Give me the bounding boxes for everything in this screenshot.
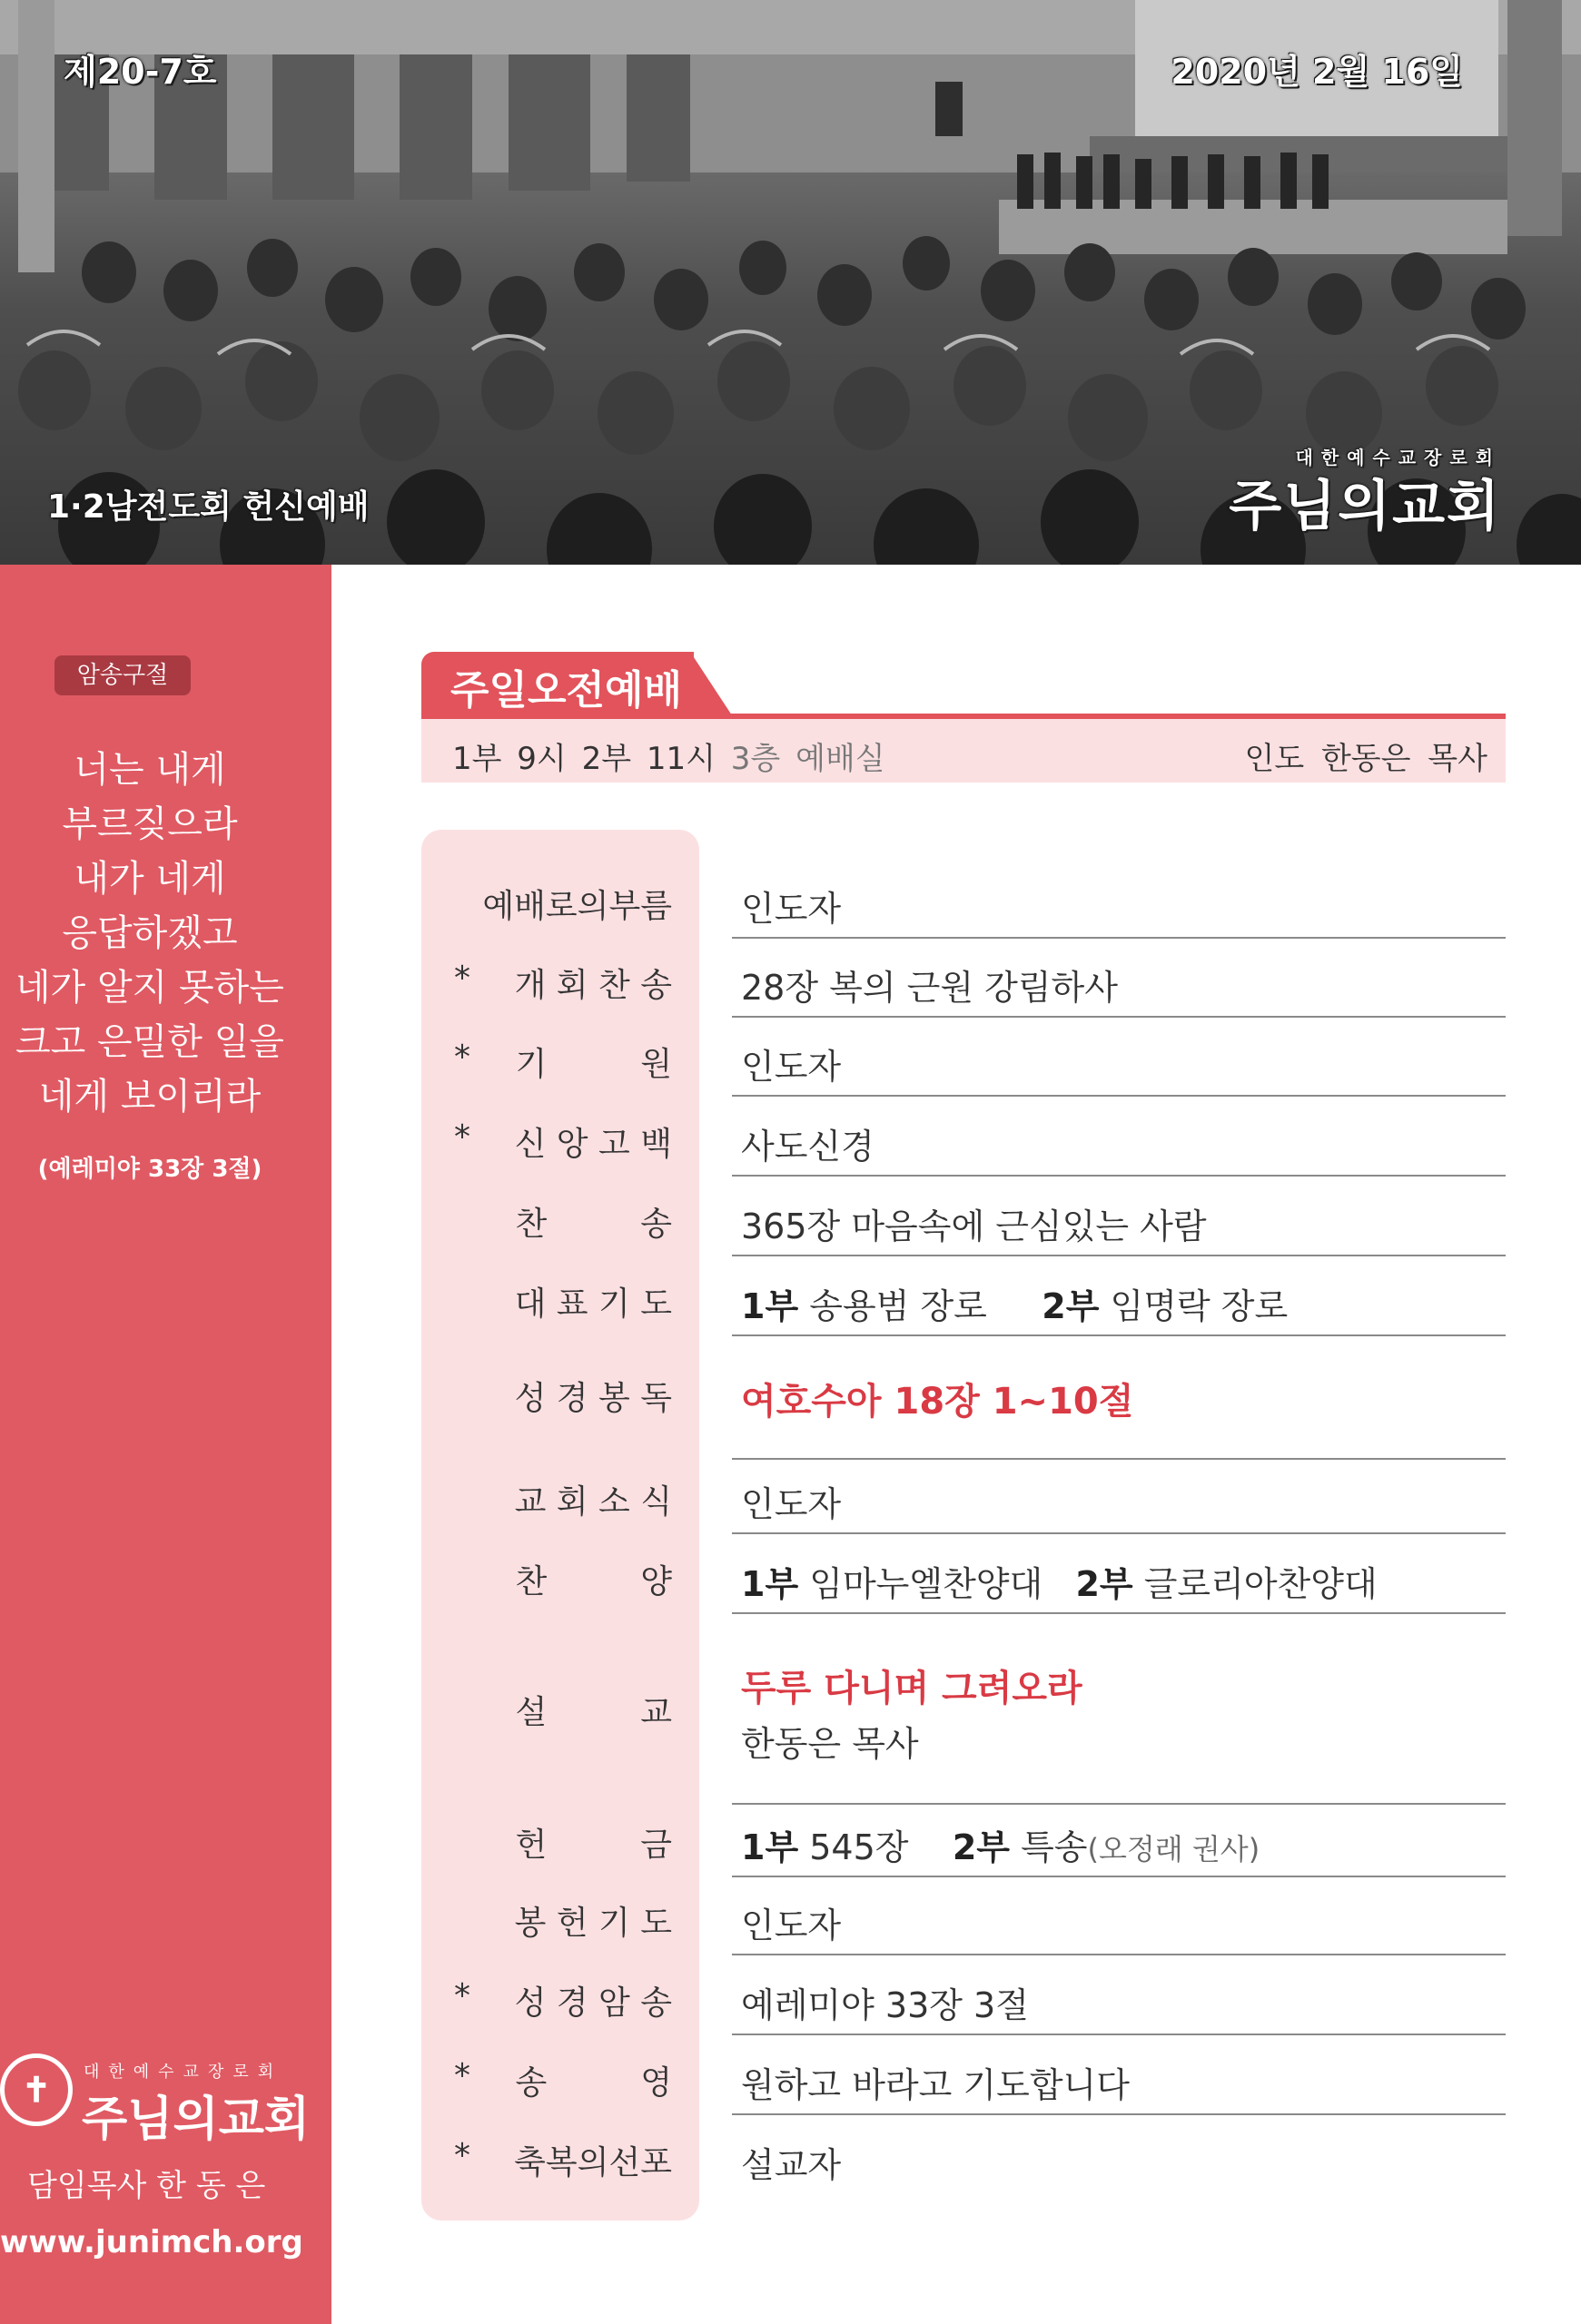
divider [732,1954,1506,1955]
standing-mark: * [454,1118,470,1156]
order-label: 봉 헌 기 도 [514,1905,672,1942]
order-label: 교 회 소 식 [514,1483,672,1521]
part-label: 1부 [741,1286,799,1326]
order-value: 365장 마음속에 근심있는 사람 [741,1206,1207,1246]
order-label: 송 영 [515,2064,672,2102]
church-logo-icon: ✝ [0,2053,73,2126]
special-song-singer: (오정래 권사) [1087,1832,1260,1866]
order-label: 성 경 봉 독 [514,1380,672,1417]
scripture-reference: 여호수아 18장 1~10절 [741,1381,1134,1423]
order-value [741,1278,1288,1328]
standing-mark: * [454,960,470,997]
order-value: 설교자 [741,2145,842,2185]
order-label: 개 회 찬 송 [514,967,672,1004]
issue-number: 제20-7호 [64,52,217,92]
divider [732,937,1506,939]
order-value [741,1819,1260,1869]
divider [732,2113,1506,2115]
order-label: 찬 양 [515,1563,672,1600]
verse-line: 너는 내게 [74,749,226,791]
service-place: 3층 예배실 [730,741,885,777]
sermon-title: 두루 다니며 그려오라 [741,1668,1082,1709]
divider [732,1095,1506,1097]
verse-reference: (예레미야 33장 3절) [37,1156,262,1183]
verse-line: 부르짖으라 [62,803,238,845]
divider [732,1255,1506,1256]
order-label: 신 앙 고 백 [514,1126,672,1163]
memory-verse [0,743,300,1124]
divider [732,1016,1506,1018]
order-value: 원하고 바라고 기도합니다 [741,2065,1130,2105]
verse-line: 내가 네게 [74,858,226,900]
part-label: 1부 [741,1827,799,1867]
service-info-bar [421,719,1506,783]
part-label: 1부 [741,1564,799,1604]
standing-mark: * [454,1039,470,1076]
order-value: 인도자 [741,1047,842,1087]
photo-caption: 1·2남전도회 헌신예배 [47,488,370,526]
header-denomination: 대한예수교장로회 [1295,447,1501,468]
standing-mark: * [454,2137,470,2174]
part-value: 글로리아찬양대 [1143,1564,1378,1604]
verse-line: 네게 보이리라 [38,1076,262,1118]
verse-line: 크고 은밀한 일을 [15,1021,284,1063]
order-value [741,1556,1378,1606]
senior-pastor: 담임목사 한 동 은 [27,2168,266,2204]
standing-mark: * [454,2057,470,2094]
order-value: 인도자 [741,889,842,929]
divider [732,1876,1506,1877]
part-label: 2부 [1075,1564,1133,1604]
divider [732,1803,1506,1805]
order-value: 인도자 [741,1484,842,1524]
part-value: 특송 [1021,1827,1088,1867]
verse-line: 네가 알지 못하는 [15,967,284,1009]
header-photo [0,0,1581,565]
order-value: 예레미야 33장 3절 [741,1985,1029,2025]
divider [732,1334,1506,1336]
part-value: 임마누엘찬양대 [809,1564,1043,1604]
verse-line: 응답하겠고 [62,912,238,954]
sidebar [0,565,331,2324]
order-label: 성 경 암 송 [514,1984,672,2022]
order-label: 찬 송 [515,1206,672,1243]
part-label: 2부 [1042,1286,1100,1326]
order-value: 인도자 [741,1905,842,1945]
part-label: 2부 [952,1827,1010,1867]
header-church-name: 주님의교회 [1229,475,1501,538]
sidebar-denomination: 대한예수교장로회 [84,2063,283,2082]
divider [732,1532,1506,1534]
website-link[interactable]: www.junimch.org [0,2224,303,2260]
order-value: 28장 복의 근원 강림하사 [741,968,1118,1008]
divider [732,1458,1506,1460]
order-label: 대 표 기 도 [514,1285,672,1323]
standing-mark: * [454,1977,470,2014]
order-label: 설 교 [515,1694,672,1731]
memory-verse-badge: 암송구절 [54,655,191,695]
divider [732,1175,1506,1177]
order-label: 헌 금 [515,1827,672,1864]
service-title: 주일오전예배 [450,667,683,714]
order-label: 기 원 [515,1046,672,1083]
divider [732,1612,1506,1614]
part-value: 임명락 장로 [1110,1286,1289,1326]
part-value: 송용범 장로 [809,1286,987,1326]
order-label: 예배로의부름 [482,888,672,925]
part-value: 545장 [809,1827,909,1867]
preacher: 한동은 목사 [741,1724,919,1764]
order-value: 사도신경 [741,1127,874,1167]
divider [732,2034,1506,2035]
sidebar-church-name: 주님의교회 [82,2093,311,2147]
service-times: 1부 9시 2부 11시 [452,741,716,777]
order-label: 축복의선포 [514,2144,672,2181]
issue-date: 2020년 2월 16일 [1171,52,1463,92]
service-leader: 인도 한동은 목사 [1244,741,1487,777]
